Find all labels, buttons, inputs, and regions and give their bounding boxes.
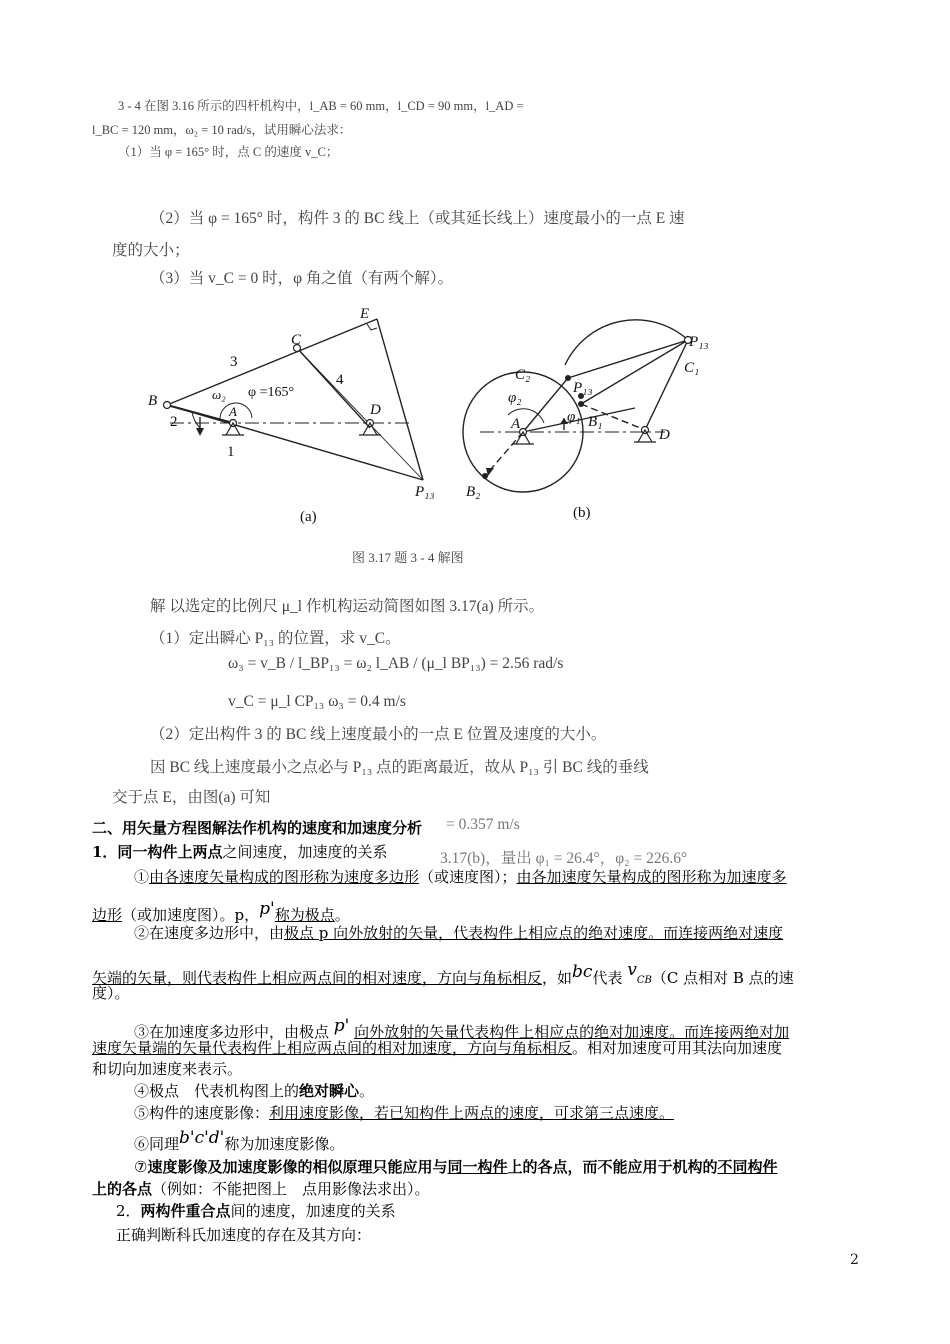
figure-caption: 图 3.17 题 3 - 4 解图: [352, 550, 464, 565]
label-phi-165: φ =165°: [248, 385, 295, 400]
note-7-line-1: ⑦速度影像及加速度影像的相似原理只能应用与同一构件上的各点，而不能应用于机构的不同构件: [134, 1158, 778, 1176]
label-c1: C₁: [684, 360, 700, 376]
note-8: 正确判断科氏加速度的存在及其方向：: [116, 1226, 372, 1244]
problem-line-4: （2）当 φ = 165° 时，构件 3 的 BC 线上（或其延长线上）速度最小的一点 E 速: [150, 210, 685, 227]
problem-line-3: （1）当 φ = 165° 时，点 C 的速度 v_C；: [118, 145, 339, 159]
problem-line-6: （3）当 v_C = 0 时，φ 角之值（有两个解）。: [150, 270, 454, 287]
problem-line-5: 度的大小；: [112, 242, 190, 259]
note-2-line-2: 矢端的矢量，则代表构件上相应两点间的相对速度，方向与角标相反，如bc代表 vCB（C 点相对 B 点的速: [92, 960, 794, 987]
note-1-line-2: 边形（或加速度图）。p，p'称为极点。: [92, 899, 350, 924]
caption-b: (b): [573, 505, 591, 521]
joint-b2: [482, 473, 488, 479]
page-number: 2: [850, 1252, 859, 1268]
note-1-line-1: ①由各速度矢量构成的图形称为速度多边形（或速度图）；由各加速度矢量构成的图形称为加速度多: [134, 868, 787, 886]
solution-line-6: 因 BC 线上速度最小之点必与 P₁₃ 点的距离最近，故从 P₁₃ 引 BC 线的垂线: [150, 759, 649, 776]
label-c: C: [291, 332, 302, 348]
label-link-2: 2: [170, 414, 178, 430]
label-a: A: [229, 404, 237, 419]
right-angle-mark: [367, 324, 377, 330]
notes-heading-2: 1．同一构件上两点之间速度，加速度的关系: [92, 843, 388, 861]
solution-line-8: = 0.357 m/s: [446, 816, 520, 833]
link-c2-p13r: [568, 340, 688, 378]
note-3-line-3: 和切向加速度来表示。: [92, 1060, 243, 1078]
problem-line-1: 3 - 4 在图 3.16 所示的四杆机构中，l_AB = 60 mm，l_CD = 90 mm，l_AD =: [118, 99, 524, 113]
label-a-b: A: [511, 416, 521, 432]
solution-line-2: （1）定出瞬心 P₁₃ 的位置，求 v_C。: [150, 630, 401, 647]
problem-line-2: l_BC = 120 mm，ω₂ = 10 rad/s，试用瞬心法求：: [92, 123, 352, 137]
solution-line-1: 解 以选定的比例尺 μ_l 作机构运动简图如图 3.17(a) 所示。: [150, 598, 545, 615]
solution-line-5: （2）定出构件 3 的 BC 线上速度最小的一点 E 位置及速度的大小。: [150, 726, 607, 743]
label-d-b: D: [659, 427, 670, 443]
note-5: ⑤构件的速度影像：利用速度影像，若已知构件上两点的速度，可求第三点速度。: [134, 1104, 675, 1122]
label-p13-right: P₁₃: [689, 334, 709, 350]
label-link-4: 4: [336, 372, 344, 388]
label-phi2: φ₂: [508, 390, 522, 406]
solution-equation-2: v_C = μ_l CP₁₃ ω₃ = 0.4 m/s: [228, 693, 406, 710]
label-p13-b: P₁₃: [573, 380, 593, 396]
note-7-line-2: 上的各点（例如：不能把图上 点用影像法求出）。: [92, 1180, 430, 1198]
coupler-circle-arc: [565, 320, 688, 365]
label-c2: C₂: [515, 367, 531, 383]
label-b: B: [148, 393, 158, 409]
notes-heading-3: 2．两构件重合点间的速度，加速度的关系: [116, 1202, 396, 1220]
label-phi1: φ₁: [567, 409, 581, 425]
joint-b1: [578, 401, 584, 407]
label-d: D: [370, 402, 381, 418]
notes-heading-1: 二、用矢量方程图解法作机构的速度和加速度分析: [92, 819, 423, 837]
label-b1: B₁: [588, 414, 603, 430]
label-e: E: [360, 306, 370, 322]
note-2-line-1: ②在速度多边形中，由极点 p 向外放射的矢量，代表构件上相应点的绝对速度。而连接两绝对速度: [134, 924, 784, 942]
label-b2: B₂: [466, 484, 481, 500]
note-2-line-3: 度）。: [92, 984, 130, 1002]
note-6: ⑥同理b'c'd'称为加速度影像。: [134, 1128, 345, 1153]
caption-a: (a): [300, 509, 317, 525]
solution-line-7: 交于点 E，由图(a) 可知: [112, 789, 271, 806]
joint-c2: [565, 375, 571, 381]
omega-arrowhead: [196, 428, 204, 436]
note-3-line-2: 速度矢量端的矢量代表构件上相应两点间的相对加速度，方向与角标相反。相对加速度可用其法向加速度: [92, 1039, 783, 1057]
note-3-line-1: ③在加速度多边形中，由极点 p' 向外放射的矢量代表构件上相应点的绝对加速度。而连接两绝对加: [134, 1016, 790, 1041]
label-omega2: ω₂: [212, 387, 226, 402]
note-4: ④极点 代表机构图上的绝对瞬心。: [134, 1082, 375, 1100]
label-link-3: 3: [230, 354, 238, 370]
solution-line-9: 3.17(b)，量出 φ₁ = 26.4°，φ₂ = 226.6°: [440, 850, 688, 867]
label-link-1: 1: [227, 444, 235, 460]
joint-b: [164, 402, 171, 409]
label-p13-a: P₁₃: [415, 484, 435, 500]
mechanism-figure: [140, 300, 720, 540]
solution-equation-1: ω₃ = v_B / l_BP₁₃ = ω₂ l_AB / (μ_l BP₁₃) = 2.56 rad/s: [228, 655, 564, 672]
